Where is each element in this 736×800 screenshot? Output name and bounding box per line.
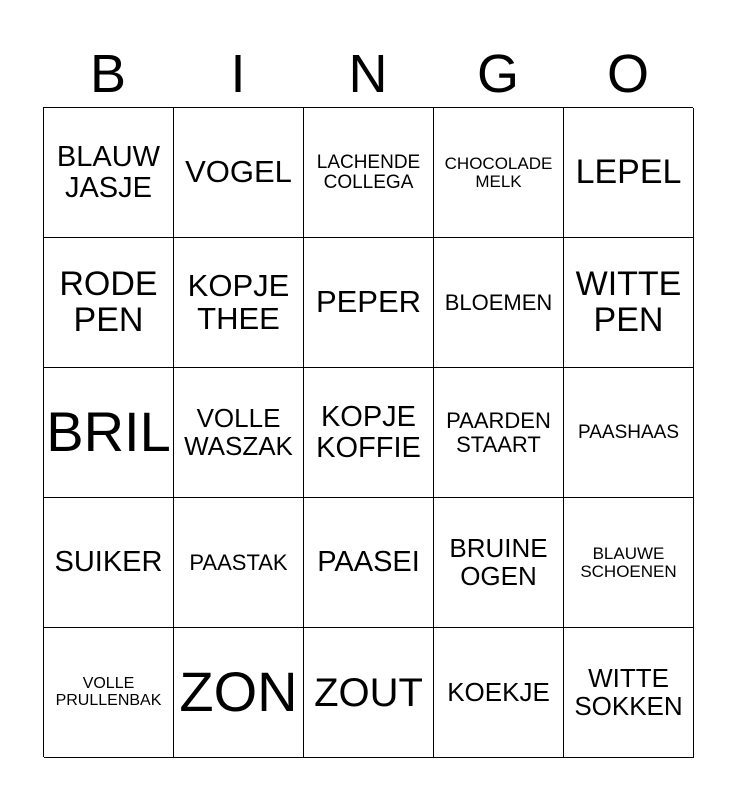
cell-text: KOEKJE	[447, 676, 550, 707]
bingo-cell-3-5[interactable]	[564, 368, 694, 498]
bingo-cell-1-4[interactable]	[434, 108, 564, 238]
bingo-cell-1-3[interactable]	[304, 108, 434, 238]
bingo-cell-4-1[interactable]	[44, 498, 174, 628]
cell-text: KOPJE KOFFIE	[316, 401, 421, 464]
cell-text: ZON	[179, 660, 298, 724]
bingo-cell-5-4[interactable]	[434, 628, 564, 758]
bingo-cell-4-5[interactable]	[564, 498, 694, 628]
cell-text: PAARDEN STAART	[446, 408, 551, 457]
cell-text: CHOCOLADE MELK	[444, 153, 553, 191]
bingo-cell-2-3[interactable]	[304, 238, 434, 368]
cell-text: BLOEMEN	[444, 289, 553, 315]
bingo-cell-5-2[interactable]	[174, 628, 304, 758]
bingo-cell-3-1[interactable]	[44, 368, 174, 498]
bingo-cell-5-5[interactable]	[564, 628, 694, 758]
bingo-cell-1-5[interactable]	[564, 108, 694, 238]
cell-text: ZOUT	[314, 670, 423, 715]
bingo-cell-5-3[interactable]	[304, 628, 434, 758]
cell-text: BLAUW JASJE	[56, 141, 161, 204]
cell-text: PEPER	[315, 284, 422, 320]
header-letter-n: N	[348, 44, 388, 104]
bingo-cell-2-5[interactable]	[564, 238, 694, 368]
cell-text: BRIL	[46, 400, 171, 464]
bingo-cell-3-4[interactable]	[434, 368, 564, 498]
bingo-cell-2-4[interactable]	[434, 238, 564, 368]
cell-text: VOGEL	[185, 154, 292, 190]
cell-text: PAASHAAS	[577, 421, 680, 443]
cell-text: LEPEL	[575, 152, 682, 191]
bingo-header	[43, 44, 693, 104]
bingo-cell-3-2[interactable]	[174, 368, 304, 498]
cell-text: PAASTAK	[189, 549, 288, 575]
cell-text: VOLLE WASZAK	[184, 403, 293, 461]
cell-text: WITTE SOKKEN	[574, 663, 683, 721]
cell-text: PAASEI	[317, 546, 420, 579]
bingo-cell-1-1[interactable]	[44, 108, 174, 238]
bingo-board	[43, 107, 693, 757]
header-letter-o: O	[606, 44, 649, 104]
bingo-cell-2-1[interactable]	[44, 238, 174, 368]
header-letter-i: I	[230, 44, 246, 104]
bingo-cell-5-1[interactable]	[44, 628, 174, 758]
bingo-cell-2-2[interactable]	[174, 238, 304, 368]
bingo-cell-4-3[interactable]	[304, 498, 434, 628]
cell-text: KOPJE THEE	[187, 267, 290, 336]
cell-text: BLAUWE SCHOENEN	[580, 543, 677, 581]
cell-text: WITTE PEN	[575, 264, 682, 339]
bingo-cell-4-2[interactable]	[174, 498, 304, 628]
bingo-cell-1-2[interactable]	[174, 108, 304, 238]
header-letter-g: G	[476, 44, 519, 104]
cell-text: LACHENDE COLLEGA	[316, 151, 421, 193]
bingo-cell-4-4[interactable]	[434, 498, 564, 628]
header-letter-b: B	[89, 44, 127, 104]
cell-text: BRUINE OGEN	[449, 533, 548, 591]
cell-text: VOLLE PRULLENBAK	[55, 674, 162, 709]
bingo-cell-3-3[interactable]	[304, 368, 434, 498]
cell-text: SUIKER	[54, 546, 163, 579]
cell-text: RODE PEN	[59, 264, 158, 339]
